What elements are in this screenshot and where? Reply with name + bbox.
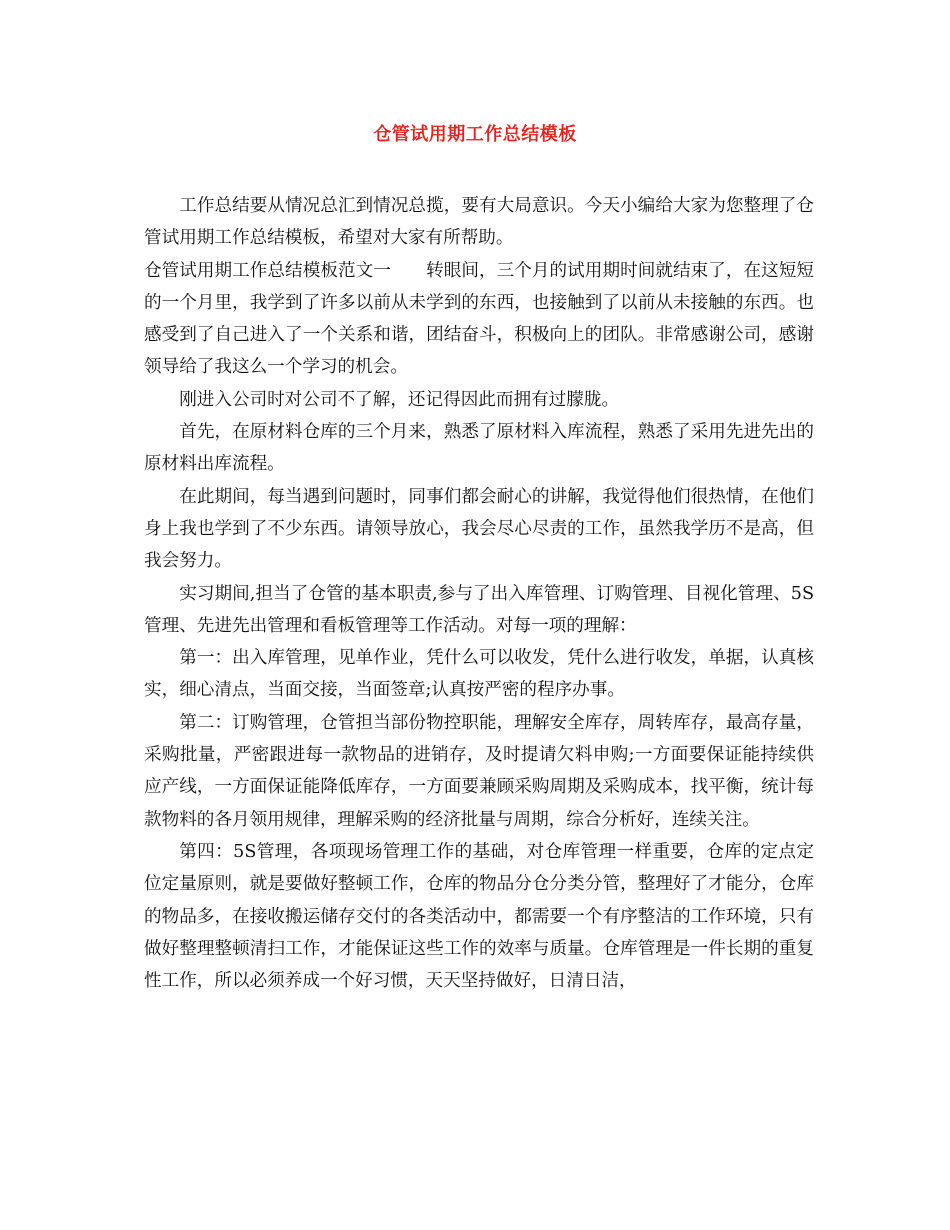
document-title: 仓管试用期工作总结模板 [373, 124, 577, 145]
paragraph-item-one: 第一：出入库管理，见单作业，凭什么可以收发，凭什么进行收发，单据，认真核实，细心清点，当面交接，当面签章;认真按严密的程序办事。 [144, 648, 814, 701]
paragraph-colleagues: 在此期间，每当遇到问题时，同事们都会耐心的讲解，我觉得他们很热情，在他们身上我也学到了不少东西。请领导放心，我会尽心尽责的工作，虽然我学历不是高，但我会努力。 [144, 486, 814, 572]
paragraph-item-two: 第二：订购管理，仓管担当部份物控职能，理解安全库存，周转库存，最高存量，采购批量，严密跟进每一款物品的进销存，及时提请欠料申购;一方面要保证能持续供应产线，一方面保证能降低库存，一方面要兼顾采购周期及采购成本，找平衡，统计每款物料的各月领用规律，理解采购的经济批量与周期，综合分析好，连续关注。 [144, 712, 814, 830]
paragraph-duties: 实习期间,担当了仓管的基本职责,参与了出入库管理、订购管理、目视化管理、5S管理、先进先出管理和看板管理等工作活动。对每一项的理解： [144, 583, 814, 636]
paragraph-first: 首先，在原材料仓库的三个月来，熟悉了原材料入库流程，熟悉了采用先进先出的原材料出库流程。 [144, 422, 814, 475]
paragraph-intro: 工作总结要从情况总汇到情况总揽，要有大局意识。今天小编给大家为您整理了仓管试用期工作总结模板，希望对大家有所帮助。 [144, 196, 814, 249]
paragraph-sample-one: 仓管试用期工作总结模板范文一 转眼间，三个月的试用期时间就结束了，在这短短的一个月里，我学到了许多以前从未学到的东西，也接触到了以前从未接触的东西。也感受到了自己进入了一个关系和谐，团结奋斗，积极向上的团队。非常感谢公司，感谢领导给了我这么一个学习的机会。 [144, 260, 814, 378]
paragraph-item-four: 第四：5S管理，各项现场管理工作的基础，对仓库管理一样重要，仓库的定点定位定量原则，就是要做好整顿工作，仓库的物品分仓分类分管，整理好了才能分，仓库的物品多，在接收搬运储存交付的各类活动中，都需要一个有序整洁的工作环境，只有做好整理整顿清扫工作，才能保证这些工作的效率与质量。仓库管理是一件长期的重复性工作，所以必须养成一个好习惯，天天坚持做好，日清日洁， [144, 841, 814, 992]
paragraph-first-days: 刚进入公司时对公司不了解，还记得因此而拥有过朦胧。 [179, 389, 620, 410]
document-body [144, 190, 814, 997]
